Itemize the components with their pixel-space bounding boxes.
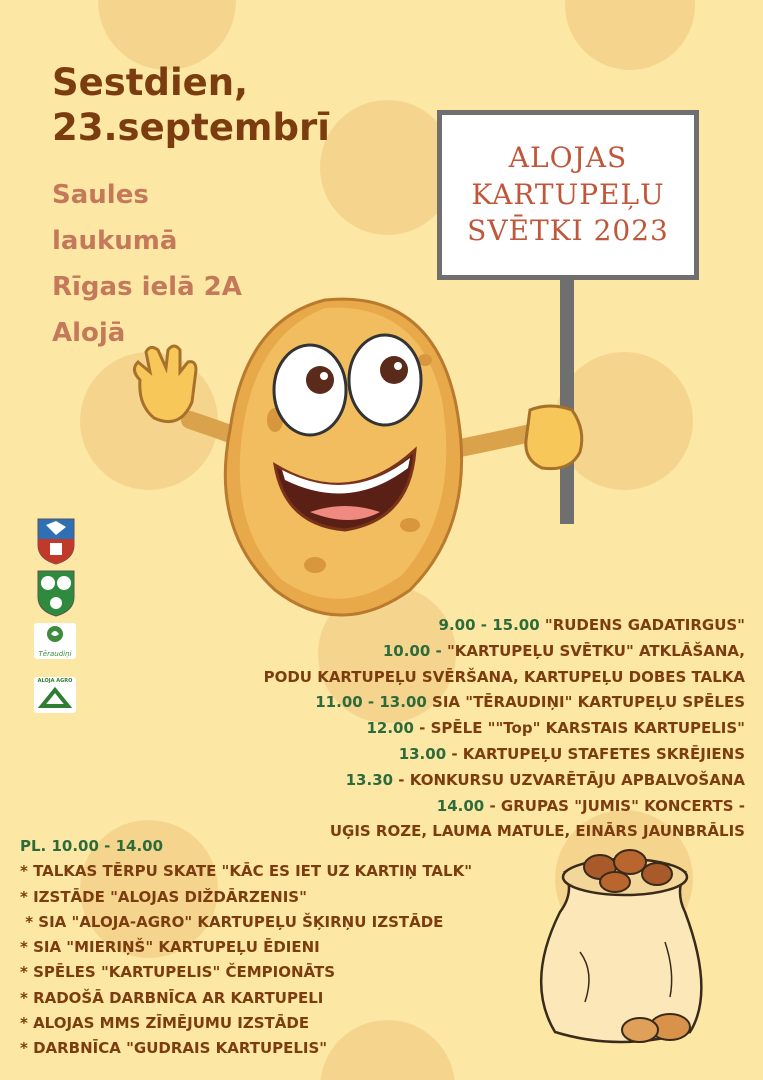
bg-dot [320,100,455,235]
schedule-activity: UĢIS ROZE, LAUMA MATULE, EINĀRS JAUNBRĀLIS [329,822,745,841]
location-line: Alojā [52,318,126,348]
festival-sign [437,110,699,280]
right-hand-icon [526,406,582,469]
location-line: laukumā [52,226,178,256]
parish-coat-of-arms-icon [36,569,76,617]
potato-mascot-illustration [110,290,600,620]
schedule-row [264,639,745,665]
schedule-activity: - GRUPAS "JUMIS" KONCERTS - [484,796,745,815]
date-line-day: Sestdien, [52,61,249,104]
teraudini-logo [34,623,76,659]
date-line-date: 23.septembrī [52,106,330,150]
schedule-time: 12.00 [366,719,414,738]
schedule-row [264,690,745,716]
left-hand-icon [134,346,196,422]
side-activity-item: * SIA "ALOJA-AGRO" KARTUPEĻU ŠĶIRŅU IZSTĀDE [20,912,444,931]
schedule-row [264,768,745,794]
side-activities-header: PL. 10.00 - 14.00 [20,837,164,855]
schedule-row [264,665,745,691]
schedule-time: 11.00 - 13.00 [315,693,427,712]
side-activity-item: * TALKAS TĒRPU SKATE "KĀC ES IET UZ KARTIŅ TALK" [20,862,473,881]
schedule-activity: PODU KARTUPEĻU SVĒRŠANA, KARTUPEĻU DOBES TALKA [263,667,745,686]
teraudini-label: Tēraudiņi [38,650,72,658]
aloja-coat-of-arms-icon [36,517,76,565]
schedule-activity: "RUDENS GADATIRGUS" [539,616,745,634]
schedule-activity: - KARTUPEĻU STAFETES SKRĒJIENS [446,744,745,763]
side-activity-item: * RADOŠĀ DARBNĪCA AR KARTUPELI [20,988,324,1007]
side-activity-item: * SIA "MIERIŅŠ" KARTUPEĻU ĒDIENI [20,938,320,957]
location-line: Saules [52,180,149,210]
side-activity-item: * ALOJAS MMS ZĪMĒJUMU IZSTĀDE [20,1014,310,1033]
aloja-agro-triangle-icon [34,686,76,712]
schedule-activity: SIA "TĒRAUDIŅI" KARTUPEĻU SPĒLES [426,693,745,712]
bg-dot [565,0,695,70]
schedule-activity: "KARTUPEĻU SVĒTKU" ATKLĀŠANA, [441,641,745,660]
side-activity-item: * IZSTĀDE "ALOJAS DIŽDĀRZENIS" [20,887,307,906]
side-activities-list [20,859,472,1061]
schedule-row [264,613,745,639]
schedule-time: 14.00 [436,796,485,815]
location-line: Rīgas ielā 2A [52,272,242,302]
sign-line: SVĒTKI 2023 [467,214,669,248]
sign-line: KARTUPEĻU [471,177,665,211]
side-activities [20,834,472,1062]
schedule-activity: - SPĒLE ""Top" KARSTAIS KARTUPELIS" [413,719,745,738]
teraudini-leaf-icon [34,623,76,645]
schedule-time: 9.00 - 15.00 [438,616,540,634]
schedule-time: 13.30 [345,770,394,789]
event-schedule [264,613,745,845]
schedule-row [264,716,745,742]
event-date [52,60,330,150]
schedule-row [264,794,745,820]
side-activity-item: * DARBNĪCA "GUDRAIS KARTUPELIS" [20,1039,328,1058]
schedule-time: 13.00 [398,744,447,763]
schedule-activity: - KONKURSU UZVARĒTĀJU APBALVOŠANA [393,770,745,789]
aloja-agro-label: ALOJA AGRO [37,678,73,684]
schedule-row [264,742,745,768]
sign-line: ALOJAS [508,140,628,174]
aloja-agro-logo [34,677,76,713]
potato-sack-illustration [525,832,715,1052]
side-activity-item: * SPĒLES "KARTUPELIS" ČEMPIONĀTS [20,963,336,982]
schedule-time: 10.00 - [382,641,442,660]
